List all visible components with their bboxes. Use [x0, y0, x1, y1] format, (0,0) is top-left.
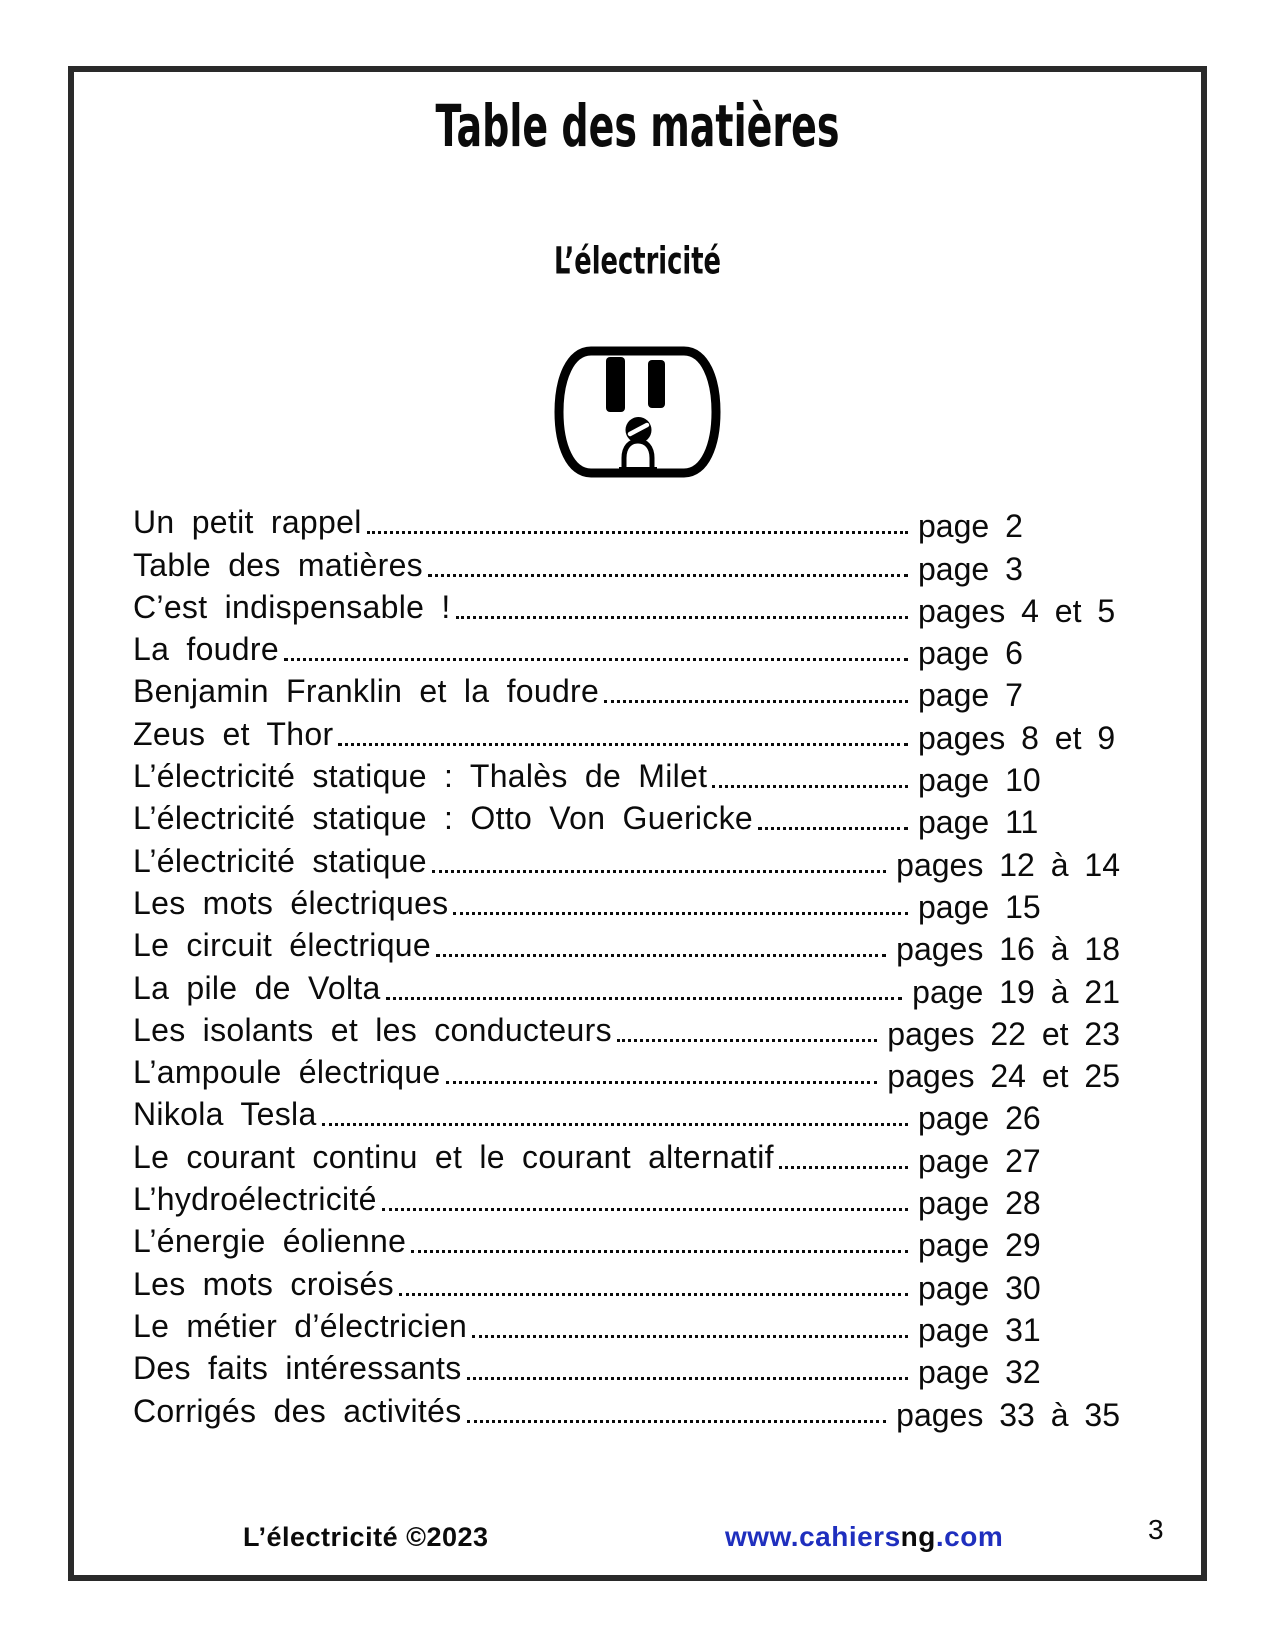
toc-entry-title: Le courant continu et le courant alternatif [133, 1138, 774, 1175]
toc-entry-page: page 29 [918, 1227, 1041, 1264]
toc-row [133, 970, 1120, 1012]
dotted-leader [604, 700, 908, 703]
dotted-leader [367, 531, 908, 534]
toc-entry-title: Benjamin Franklin et la foudre [133, 673, 600, 710]
toc-entry-title: L’électricité statique [133, 842, 427, 879]
dotted-leader [436, 954, 886, 957]
dotted-leader [472, 1335, 908, 1338]
toc-row [133, 716, 1120, 758]
toc-entry-title: C’est indispensable ! [133, 588, 451, 625]
toc-entry-title: La foudre [133, 631, 279, 668]
toc-entry-title: L’énergie éolienne [133, 1223, 407, 1260]
toc-row [133, 1182, 1120, 1224]
dotted-leader [284, 658, 908, 661]
toc-entry-title: L’ampoule électrique [133, 1054, 441, 1091]
toc-row [133, 1224, 1120, 1266]
toc-entry-page: pages 22 et 23 [887, 1015, 1120, 1052]
footer-url-part: ng [900, 1521, 936, 1552]
toc-row [133, 1309, 1120, 1351]
toc-row [133, 759, 1120, 801]
toc-entry-title: L’hydroélectricité [133, 1181, 377, 1218]
dotted-leader [712, 785, 908, 788]
toc-entry-title: L’électricité statique : Otto Von Guericke [133, 800, 754, 837]
toc-entry-page: page 30 [918, 1269, 1041, 1306]
dotted-leader [779, 1166, 908, 1169]
toc-entry-title: Le métier d’électricien [133, 1307, 468, 1344]
dotted-leader [338, 743, 908, 746]
dotted-leader [432, 870, 886, 873]
toc-entry-page: pages 4 et 5 [918, 592, 1116, 629]
toc-row [133, 547, 1120, 589]
toc-entry-title: Les mots électriques [133, 884, 449, 921]
toc-row [133, 674, 1120, 716]
toc-entry-title: L’électricité statique : Thalès de Milet [133, 758, 708, 795]
toc-row [133, 590, 1120, 632]
toc-entry-title: Les isolants et les conducteurs [133, 1011, 612, 1048]
footer-url-part: .com [935, 1521, 1004, 1552]
toc-row [133, 1266, 1120, 1308]
toc-entry-page: page 10 [918, 762, 1041, 799]
toc-entry-page: pages 24 et 25 [887, 1058, 1120, 1095]
dotted-leader [428, 574, 908, 577]
toc-row [133, 632, 1120, 674]
dotted-leader [399, 1293, 908, 1296]
toc-row [133, 928, 1120, 970]
dotted-leader [411, 1250, 908, 1253]
toc-entry-title: Zeus et Thor [133, 715, 334, 752]
toc-entry-page: page 19 à 21 [912, 973, 1120, 1010]
footer-book-title: L’électricité ©2023 [243, 1522, 489, 1552]
toc-entry-page: page 7 [918, 677, 1023, 714]
toc-entry-title: Table des matières [133, 546, 423, 583]
dotted-leader [467, 1377, 908, 1380]
toc-entry-page: page 3 [918, 550, 1023, 587]
toc-row [133, 1351, 1120, 1393]
toc-entry-page: page 15 [918, 888, 1041, 925]
footer-website-url [725, 1521, 1003, 1553]
toc-entry-page: page 11 [918, 804, 1039, 841]
dotted-leader [456, 616, 908, 619]
toc-row [133, 1013, 1120, 1055]
toc-entry-title: Corrigés des activités [133, 1392, 462, 1429]
toc-entry-title: Le circuit électrique [133, 927, 431, 964]
toc-entry-page: page 2 [918, 508, 1023, 545]
dotted-leader [446, 1081, 878, 1084]
toc-entry-title: Un petit rappel [133, 504, 362, 541]
dotted-leader [617, 1039, 877, 1042]
table-of-contents [133, 505, 1120, 1436]
toc-entry-page: page 28 [918, 1185, 1041, 1222]
toc-entry-page: pages 12 à 14 [896, 846, 1120, 883]
page-number: 3 [1148, 1514, 1164, 1545]
dotted-leader [322, 1123, 908, 1126]
toc-entry-page: pages 16 à 18 [896, 931, 1120, 968]
toc-row [133, 1055, 1120, 1097]
footer-url-part: www.cahiers [725, 1521, 901, 1552]
dotted-leader [758, 827, 908, 830]
dotted-leader [467, 1420, 887, 1423]
toc-row [133, 843, 1120, 885]
toc-entry-page: pages 33 à 35 [896, 1396, 1120, 1433]
toc-entry-page: page 32 [918, 1354, 1041, 1391]
dotted-leader [453, 912, 908, 915]
page-title: Table des matières [435, 93, 840, 161]
toc-row [133, 1139, 1120, 1181]
toc-entry-page: page 26 [918, 1100, 1041, 1137]
dotted-leader [386, 997, 903, 1000]
toc-entry-page: page 31 [918, 1311, 1041, 1348]
toc-entry-page: page 27 [918, 1142, 1041, 1179]
electrical-outlet-icon [553, 346, 722, 478]
toc-entry-title: Des faits intéressants [133, 1350, 462, 1387]
toc-entry-page: pages 8 et 9 [918, 719, 1116, 756]
toc-row [133, 1097, 1120, 1139]
dotted-leader [382, 1208, 908, 1211]
toc-row [133, 801, 1120, 843]
toc-row [133, 505, 1120, 547]
toc-entry-title: Nikola Tesla [133, 1096, 317, 1133]
toc-row [133, 1393, 1120, 1435]
toc-entry-title: La pile de Volta [133, 969, 381, 1006]
toc-entry-page: page 6 [918, 635, 1023, 672]
toc-entry-title: Les mots croisés [133, 1265, 394, 1302]
section-title: L’électricité [553, 238, 722, 283]
toc-row [133, 886, 1120, 928]
